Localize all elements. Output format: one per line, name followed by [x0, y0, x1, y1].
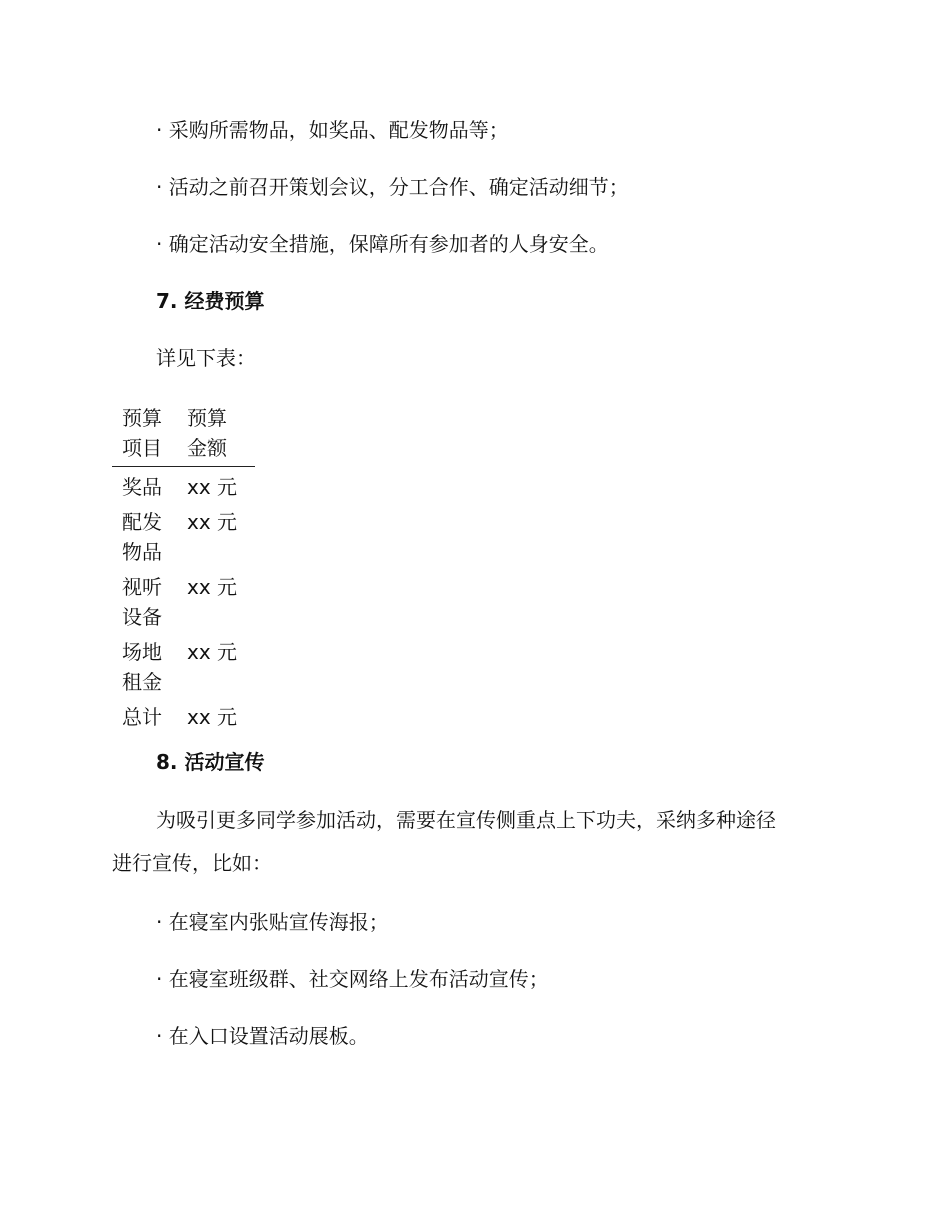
bullet-entrance-board: · 在入口设置活动展板。: [156, 1024, 369, 1048]
table-row: [112, 697, 255, 732]
budget-table-header-row: [112, 403, 255, 467]
row-item: 总计: [122, 705, 162, 729]
row-amount: xx 元: [187, 705, 238, 729]
section-heading-promotion: 8. 活动宣传: [156, 750, 265, 774]
row-amount: xx 元: [187, 475, 238, 499]
header-budget-amount: 预算金额: [187, 403, 255, 467]
budget-table: [112, 403, 255, 732]
row-item: 视听设备: [122, 575, 162, 629]
row-amount: xx 元: [187, 510, 238, 534]
table-row: [112, 502, 255, 567]
bullet-purchase-items: · 采购所需物品，如奖品、配发物品等；: [156, 118, 509, 142]
row-item: 配发物品: [122, 510, 162, 564]
bullet-planning-meeting: · 活动之前召开策划会议，分工合作、确定活动细节；: [156, 175, 629, 199]
budget-intro-text: 详见下表：: [156, 346, 256, 370]
bullet-dorm-posters: · 在寝室内张贴宣传海报；: [156, 910, 389, 934]
row-amount: xx 元: [187, 640, 238, 664]
bullet-social-network: · 在寝室班级群、社交网络上发布活动宣传；: [156, 967, 549, 991]
section-heading-budget: 7. 经费预算: [156, 289, 265, 313]
header-budget-item: 预算项目: [112, 403, 187, 467]
table-row: [112, 632, 255, 697]
row-amount: xx 元: [187, 575, 238, 599]
table-row: [112, 467, 255, 503]
table-row: [112, 567, 255, 632]
row-item: 奖品: [122, 475, 162, 499]
row-item: 场地租金: [122, 640, 162, 694]
promotion-paragraph-line2: 进行宣传，比如：: [112, 851, 272, 875]
bullet-safety-measures: · 确定活动安全措施，保障所有参加者的人身安全。: [156, 232, 609, 256]
promotion-paragraph-line1: 为吸引更多同学参加活动，需要在宣传侧重点上下功夫，采纳多种途径: [156, 808, 776, 832]
